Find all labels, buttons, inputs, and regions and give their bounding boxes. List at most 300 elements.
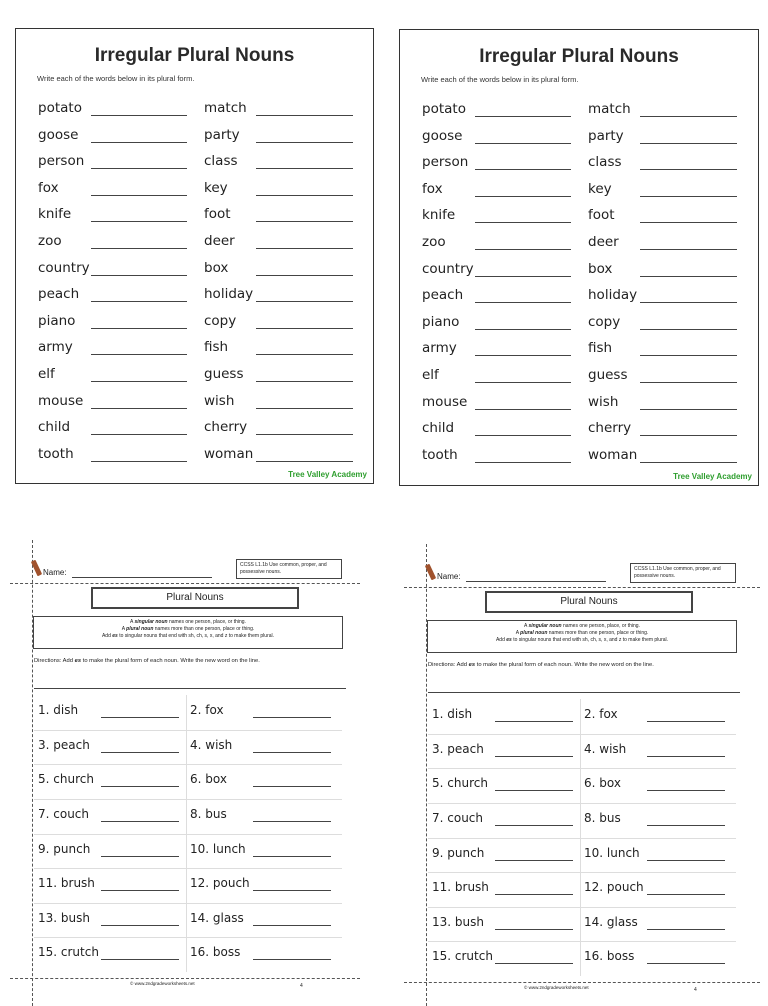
answer-line[interactable] [256,248,353,249]
noun-word: elf [422,366,439,383]
noun-item: 10. lunch [190,841,246,856]
name-field[interactable] [72,577,212,578]
noun-word: key [588,180,612,197]
left-word-column [422,98,582,470]
answer-cell [186,764,338,799]
answer-line[interactable] [640,462,737,463]
answer-line[interactable] [91,354,187,355]
answer-line[interactable] [253,786,331,787]
answer-line[interactable] [640,222,737,223]
definition-term: es [506,637,512,643]
noun-item: 1. dish [432,707,473,721]
answer-line[interactable] [101,959,179,960]
answer-line[interactable] [475,302,571,303]
directions [428,662,654,668]
word-row [204,416,364,443]
answer-line[interactable] [253,717,331,718]
answer-line[interactable] [647,963,725,964]
definition-text: to singular nouns that end with sh, ch, s, x, and z to make them plural. [119,633,275,639]
answer-line[interactable] [495,721,573,722]
noun-word: zoo [38,232,62,249]
noun-item: 9. punch [432,845,485,860]
answer-cell [428,768,580,803]
word-row [204,124,364,151]
noun-item: 1. dish [38,703,79,717]
answer-line[interactable] [640,435,737,436]
noun-word: wish [204,392,235,409]
noun-word: deer [588,233,619,250]
noun-word: army [422,340,457,357]
answer-line[interactable] [647,721,725,722]
answer-cell [186,799,338,834]
noun-word: match [588,101,631,117]
answer-line[interactable] [475,143,571,144]
right-word-column [588,98,748,470]
answer-line[interactable] [91,381,187,382]
word-row [204,443,364,470]
noun-word: peach [38,286,80,303]
noun-word: person [38,153,85,170]
definition-prefix: Add [101,633,111,639]
definition-line [34,633,342,640]
noun-item: 12. pouch [190,876,250,891]
noun-word: piano [422,313,460,330]
answer-line[interactable] [495,929,573,930]
answer-cell [428,803,580,838]
definition-prefix: A [130,619,134,625]
cut-line-top [10,583,360,584]
answer-cell [428,699,580,734]
definition-term: es [112,633,118,639]
answer-cell [34,764,186,799]
answer-line[interactable] [475,276,571,277]
word-row [204,390,364,417]
answer-line[interactable] [647,929,725,930]
answer-line[interactable] [91,115,187,116]
answer-cell [580,734,732,769]
answer-line[interactable] [256,275,353,276]
word-row [588,204,748,231]
answer-line[interactable] [91,142,187,143]
answer-line[interactable] [495,825,573,826]
word-row [422,284,582,311]
answer-cell [34,868,186,903]
answer-cell [186,730,338,765]
name-label: Name: [437,572,461,581]
word-row [38,416,198,443]
answer-cell [580,872,732,907]
noun-item: 16. boss [584,949,635,964]
word-row [38,177,198,204]
answer-line[interactable] [647,790,725,791]
answer-grid [34,695,342,972]
directions-prefix: Directions: Add [34,658,73,664]
definition-line [428,623,736,630]
answer-cell [186,695,338,730]
answer-line[interactable] [91,275,187,276]
noun-word: party [204,126,240,143]
answer-line[interactable] [647,860,725,861]
answer-line[interactable] [647,825,725,826]
noun-word: child [38,419,71,436]
word-row [38,124,198,151]
word-row [588,151,748,178]
noun-word: holiday [588,287,638,304]
plural-worksheet-left [10,540,360,1006]
noun-item: 11. brush [432,880,489,895]
title-box: Plural Nouns [485,591,693,613]
cut-line-bottom [10,978,360,979]
noun-item: 12. pouch [584,880,644,895]
word-row [204,336,364,363]
word-row [422,337,582,364]
answer-cell [186,834,338,869]
noun-word: fox [422,180,443,197]
plural-worksheet-right [404,544,760,1006]
answer-line[interactable] [475,462,571,463]
answer-line[interactable] [91,301,187,302]
cut-line-vertical [32,540,33,1006]
answer-line[interactable] [91,434,187,435]
answer-line[interactable] [91,168,187,169]
noun-word: fish [204,339,229,356]
website-credit: © www.2ndgradeworksheets.net [524,985,589,990]
noun-word: child [422,420,455,437]
website-credit: © www.2ndgradeworksheets.net [130,981,195,986]
answer-line[interactable] [640,302,737,303]
definition-term: plural noun [520,630,548,636]
title-box: Plural Nouns [91,587,299,609]
answer-line[interactable] [475,329,571,330]
answer-line[interactable] [475,169,571,170]
answer-cell [428,872,580,907]
answer-cell [186,937,338,972]
directions-term: es [74,658,82,664]
answer-line[interactable] [495,963,573,964]
noun-item: 9. punch [38,841,91,856]
noun-item: 16. boss [190,945,241,960]
answer-line[interactable] [91,461,187,462]
word-row [38,390,198,417]
word-row [204,283,364,310]
answer-line[interactable] [101,786,179,787]
word-row [204,257,364,284]
noun-item: 13. bush [432,914,484,929]
answer-line[interactable] [256,354,353,355]
definition-line [428,630,736,637]
noun-word: army [38,339,73,356]
right-word-column [204,97,364,469]
noun-word: peach [422,287,464,304]
page-number: 4 [694,987,697,993]
answer-line[interactable] [475,409,571,410]
answer-line[interactable] [101,890,179,891]
answer-cell [34,834,186,869]
directions-prefix: Directions: Add [428,662,467,668]
noun-word: knife [422,207,456,224]
answer-line[interactable] [253,959,331,960]
definition-prefix: A [121,626,125,632]
answer-line[interactable] [256,461,353,462]
noun-word: potato [422,101,466,117]
answer-line[interactable] [256,168,353,169]
answer-line[interactable] [475,382,571,383]
answer-line[interactable] [256,381,353,382]
left-word-column [38,97,198,469]
answer-line[interactable] [647,894,725,895]
answer-line[interactable] [253,856,331,857]
answer-line[interactable] [256,408,353,409]
noun-word: goose [38,126,79,143]
word-row [38,363,198,390]
answer-line[interactable] [91,408,187,409]
noun-item: 10. lunch [584,845,640,860]
noun-item: 15. crutch [38,945,99,960]
answer-line[interactable] [647,756,725,757]
answer-grid [428,699,736,976]
answer-line[interactable] [256,301,353,302]
noun-word: holiday [204,286,254,303]
answer-line[interactable] [101,752,179,753]
word-row [422,391,582,418]
word-row [588,258,748,285]
definition-line [34,626,342,633]
cut-line-top [404,587,760,588]
noun-item: 2. fox [584,707,618,721]
noun-word: goose [422,127,463,144]
answer-line[interactable] [253,925,331,926]
answer-cell [428,941,580,976]
answer-line[interactable] [640,329,737,330]
directions-underline [34,688,346,689]
answer-cell [580,699,732,734]
standard-box: CCSS L1.1b Use common, proper, and possessive nouns. [236,559,342,579]
noun-item: 5. church [38,772,94,787]
definition-text: names one person, place, or thing. [562,623,640,629]
noun-word: copy [588,313,621,330]
word-row [204,363,364,390]
noun-item: 7. couch [38,806,90,821]
noun-word: party [588,127,624,144]
noun-word: knife [38,206,72,223]
noun-word: class [588,154,622,171]
cut-line-bottom [404,982,760,983]
answer-cell [34,730,186,765]
answer-line[interactable] [256,221,353,222]
noun-word: country [422,260,474,277]
word-row [422,364,582,391]
answer-line[interactable] [640,196,737,197]
answer-line[interactable] [101,856,179,857]
noun-item: 14. glass [584,914,638,929]
worksheet-instructions: Write each of the words below in its plural form. [421,75,579,84]
answer-line[interactable] [640,169,737,170]
answer-cell [580,941,732,976]
answer-cell [428,734,580,769]
irregular-worksheet-left [15,28,374,484]
word-row [422,151,582,178]
noun-word: deer [204,232,235,249]
answer-line[interactable] [640,143,737,144]
noun-word: fox [38,179,59,196]
school-credit: Tree Valley Academy [288,470,367,479]
word-row [38,283,198,310]
worksheet-title: Irregular Plural Nouns [479,46,679,67]
word-row [588,364,748,391]
answer-line[interactable] [640,276,737,277]
noun-word: tooth [38,445,74,462]
answer-line[interactable] [475,249,571,250]
word-row [38,310,198,337]
directions [34,658,260,664]
directions-text: to make the plural form of each noun. Write the new word on the line. [82,658,260,664]
word-row [204,177,364,204]
noun-item: 15. crutch [432,949,493,964]
word-row [588,337,748,364]
noun-item: 7. couch [432,810,484,825]
word-row [588,444,748,471]
noun-word: guess [204,365,244,382]
answer-line[interactable] [640,355,737,356]
word-row [588,284,748,311]
answer-line[interactable] [256,328,353,329]
answer-line[interactable] [256,142,353,143]
word-row [588,391,748,418]
noun-word: zoo [422,233,446,250]
answer-line[interactable] [91,221,187,222]
answer-line[interactable] [475,116,571,117]
definition-term: singular noun [528,623,562,629]
answer-cell [580,907,732,942]
answer-line[interactable] [253,890,331,891]
definition-text: names more than one person, place or thing. [154,626,255,632]
noun-word: class [204,153,238,170]
definition-prefix: A [524,623,528,629]
word-row [588,98,748,125]
answer-cell [428,907,580,942]
cut-line-vertical [426,544,427,1006]
answer-cell [34,695,186,730]
word-row [422,231,582,258]
answer-line[interactable] [253,752,331,753]
worksheet-instructions: Write each of the words below in its plural form. [37,74,195,83]
answer-line[interactable] [256,115,353,116]
definition-line [34,619,342,626]
answer-line[interactable] [101,925,179,926]
irregular-worksheet-right [399,29,759,486]
noun-word: elf [38,365,55,382]
word-row [422,311,582,338]
answer-line[interactable] [495,756,573,757]
answer-line[interactable] [640,382,737,383]
word-row [38,443,198,470]
worksheet-title: Irregular Plural Nouns [94,45,295,66]
noun-item: 6. box [584,776,621,791]
standard-box: CCSS L1.1b Use common, proper, and possessive nouns. [630,563,736,583]
answer-line[interactable] [475,355,571,356]
answer-line[interactable] [640,409,737,410]
noun-word: mouse [38,392,84,409]
answer-line[interactable] [475,435,571,436]
answer-line[interactable] [475,222,571,223]
word-row [38,150,198,177]
answer-line[interactable] [101,717,179,718]
definition-term: singular noun [134,619,168,625]
word-row [38,97,198,124]
word-row [204,310,364,337]
definition-term: plural noun [126,626,154,632]
noun-item: 3. peach [432,741,484,756]
noun-item: 2. fox [190,703,224,717]
answer-cell [34,799,186,834]
noun-word: person [422,154,469,171]
answer-line[interactable] [475,196,571,197]
noun-item: 8. bus [190,806,227,821]
definition-box [33,616,343,649]
page-number: 4 [300,983,303,989]
word-row [204,97,364,124]
directions-underline [428,692,740,693]
noun-word: tooth [422,446,458,463]
answer-line[interactable] [91,328,187,329]
answer-line[interactable] [256,434,353,435]
answer-line[interactable] [253,821,331,822]
word-row [588,311,748,338]
answer-line[interactable] [101,821,179,822]
answer-line[interactable] [640,116,737,117]
answer-cell [34,937,186,972]
word-row [422,444,582,471]
noun-item: 4. wish [190,737,233,752]
word-row [38,336,198,363]
definition-line [428,637,736,644]
answer-line[interactable] [495,894,573,895]
directions-text: to make the plural form of each noun. Write the new word on the line. [476,662,654,668]
noun-item: 6. box [190,772,227,787]
answer-cell [34,903,186,938]
word-row [588,125,748,152]
noun-word: copy [204,312,237,329]
noun-word: fish [588,340,613,357]
answer-line[interactable] [91,248,187,249]
word-row [204,203,364,230]
definition-box [427,620,737,653]
noun-word: box [588,260,613,277]
answer-line[interactable] [256,195,353,196]
word-row [588,178,748,205]
definition-text: names one person, place, or thing. [168,619,246,625]
noun-word: woman [204,445,254,462]
noun-word: guess [588,366,628,383]
noun-word: match [204,100,247,116]
noun-word: piano [38,312,76,329]
noun-word: country [38,259,90,276]
noun-item: 11. brush [38,876,95,891]
word-row [422,98,582,125]
definition-prefix: A [515,630,519,636]
name-field[interactable] [466,581,606,582]
answer-cell [580,838,732,873]
word-row [422,258,582,285]
answer-line[interactable] [495,790,573,791]
answer-cell [580,803,732,838]
answer-line[interactable] [640,249,737,250]
directions-term: es [468,662,476,668]
answer-line[interactable] [495,860,573,861]
noun-word: potato [38,100,82,116]
noun-word: mouse [422,393,468,410]
answer-line[interactable] [91,195,187,196]
